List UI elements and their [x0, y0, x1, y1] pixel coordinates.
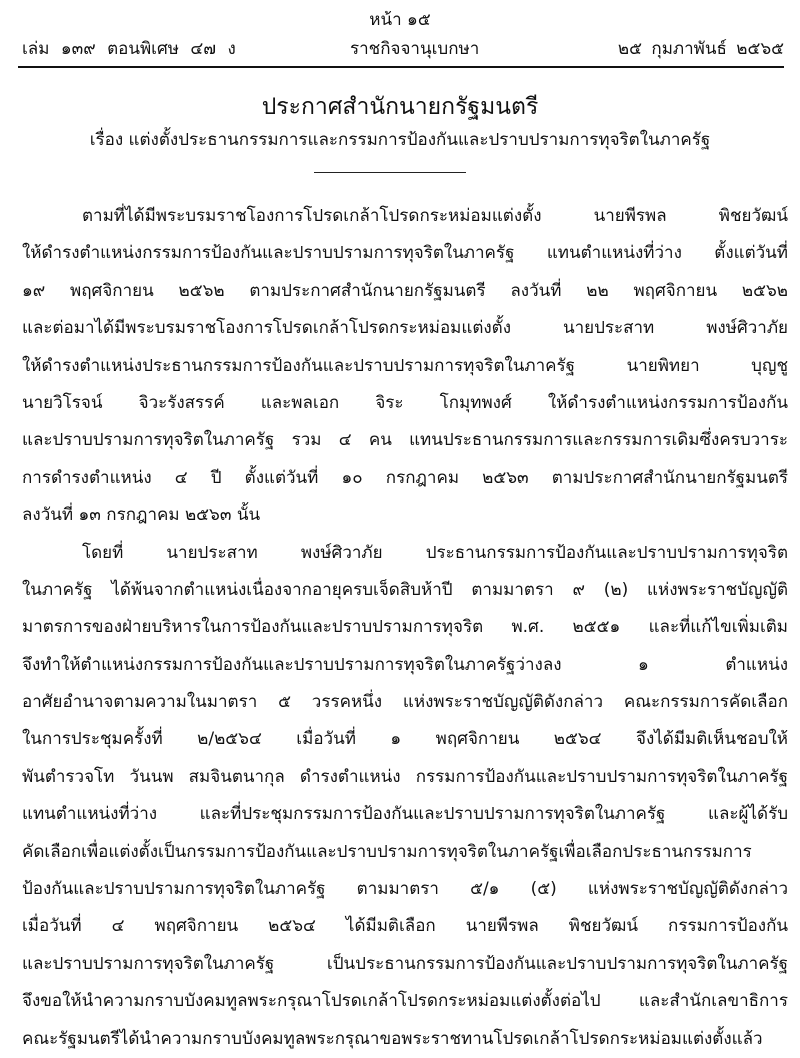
- document-body: [22, 198, 788, 1058]
- text-line: ป้องกันและปราบปรามการทุจริตในภาครัฐ ตามมาตรา ๕/๑ (๕) แห่งพระราชบัญญัติดังกล่าว: [22, 879, 788, 900]
- issue-info: เล่ม ๑๓๙ ตอนพิเศษ ๔๗ ง: [22, 39, 236, 59]
- text-line: ให้ดำรงตำแหน่งประธานกรรมการป้องกันและปราบปรามการทุจริตในภาครัฐ นายพิทยา บุญชู: [22, 355, 788, 376]
- text-line: เมื่อวันที่ ๔ พฤศจิกายน ๒๕๖๔ ได้มีมติเลือก นายพีรพล พิชยวัฒน์ กรรมการป้องกัน: [22, 916, 788, 937]
- paragraph-2: [22, 535, 788, 1058]
- text-line: แทนตำแหน่งที่ว่าง และที่ประชุมกรรมการป้องกันและปราบปรามการทุจริตในภาครัฐ และผู้ได้รับ: [22, 804, 788, 825]
- title-divider: [314, 172, 466, 173]
- text-line: และปราบปรามการทุจริตในภาครัฐ เป็นประธานกรรมการป้องกันและปราบปรามการทุจริตในภาครัฐ: [22, 953, 788, 974]
- text-line: ลงวันที่ ๑๓ กรกฎาคม ๒๕๖๓ นั้น: [22, 505, 261, 526]
- document-title: ประกาศสำนักนายกรัฐมนตรี: [261, 94, 539, 120]
- text-line: อาศัยอำนาจตามความในมาตรา ๕ วรรคหนึ่ง แห่งพระราชบัญญัติดังกล่าว คณะกรรมการคัดเลือก: [22, 692, 788, 713]
- text-line: พันตำรวจโท วันนพ สมจินตนากุล ดำรงตำแหน่ง กรรมการป้องกันและปราบปรามการทุจริตในภาครัฐ: [22, 766, 788, 787]
- text-line: มาตรการของฝ่ายบริหารในการป้องกันและปราบปรามการทุจริต พ.ศ. ๒๕๕๑ และที่แก้ไขเพิ่มเติม: [22, 617, 788, 638]
- text-line: จึงขอให้นำความกราบบังคมทูลพระกรุณาโปรดเกล้าโปรดกระหม่อมแต่งตั้งต่อไป และสำนักเลขาธิการ: [22, 991, 788, 1012]
- header-divider: [18, 66, 784, 68]
- text-line: โดยที่ นายประสาท พงษ์ศิวาภัย ประธานกรรมการป้องกันและปราบปรามการทุจริต: [82, 542, 788, 563]
- gazette-header: [22, 36, 784, 62]
- text-line: และต่อมาได้มีพระบรมราชโองการโปรดเกล้าโปรดกระหม่อมแต่งตั้ง นายประสาท พงษ์ศิวาภัย: [22, 318, 788, 339]
- text-line: ให้ดำรงตำแหน่งกรรมการป้องกันและปราบปรามการทุจริตในภาครัฐ แทนตำแหน่งที่ว่าง ตั้งแต่วันที่: [22, 243, 788, 264]
- text-line: คณะรัฐมนตรีได้นำความกราบบังคมทูลพระกรุณาขอพระราชทานโปรดเกล้าโปรดกระหม่อมแต่งตั้งแล้ว: [22, 1028, 763, 1049]
- paragraph-1: [22, 198, 788, 535]
- text-line: คัดเลือกเพื่อแต่งตั้งเป็นกรรมการป้องกันและปราบปรามการทุจริตในภาครัฐเพื่อเลือกประธานกรรมการ: [22, 841, 752, 862]
- text-line: และปราบปรามการทุจริตในภาครัฐ รวม ๔ คน แทนประธานกรรมการและกรรมการเดิมซึ่งครบวาระ: [22, 430, 788, 451]
- gazette-name: ราชกิจจานุเบกษา: [350, 39, 480, 59]
- text-line: ในการประชุมครั้งที่ ๒/๒๕๖๔ เมื่อวันที่ ๑ พฤศจิกายน ๒๕๖๔ จึงได้มีมติเห็นชอบให้: [22, 729, 788, 750]
- document-subject: เรื่อง แต่งตั้งประธานกรรมการและกรรมการป้องกันและปราบปรามการทุจริตในภาครัฐ: [89, 130, 711, 150]
- text-line: ในภาครัฐ ได้พ้นจากตำแหน่งเนื่องจากอายุครบเจ็ดสิบห้าปี ตามมาตรา ๙ (๒) แห่งพระราชบัญญัติ: [22, 579, 788, 600]
- text-line: ๑๙ พฤศจิกายน ๒๕๖๒ ตามประกาศสำนักนายกรัฐมนตรี ลงวันที่ ๒๒ พฤศจิกายน ๒๕๖๒: [22, 280, 788, 301]
- text-line: จึงทำให้ตำแหน่งกรรมการป้องกันและปราบปรามการทุจริตในภาครัฐว่างลง ๑ ตำแหน่ง: [22, 654, 788, 675]
- page-number: หน้า ๑๕: [369, 10, 431, 30]
- text-line: ตามที่ได้มีพระบรมราชโองการโปรดเกล้าโปรดกระหม่อมแต่งตั้ง นายพีรพล พิชยวัฒน์: [82, 206, 788, 226]
- text-line: การดำรงตำแหน่ง ๔ ปี ตั้งแต่วันที่ ๑๐ กรกฎาคม ๒๕๖๓ ตามประกาศสำนักนายกรัฐมนตรี: [22, 467, 788, 488]
- text-line: นายวิโรจน์ จิวะรังสรรค์ และพลเอก จิระ โกมุทพงศ์ ให้ดำรงตำแหน่งกรรมการป้องกัน: [22, 392, 788, 413]
- publication-date: ๒๕ กุมภาพันธ์ ๒๕๖๕: [617, 39, 784, 59]
